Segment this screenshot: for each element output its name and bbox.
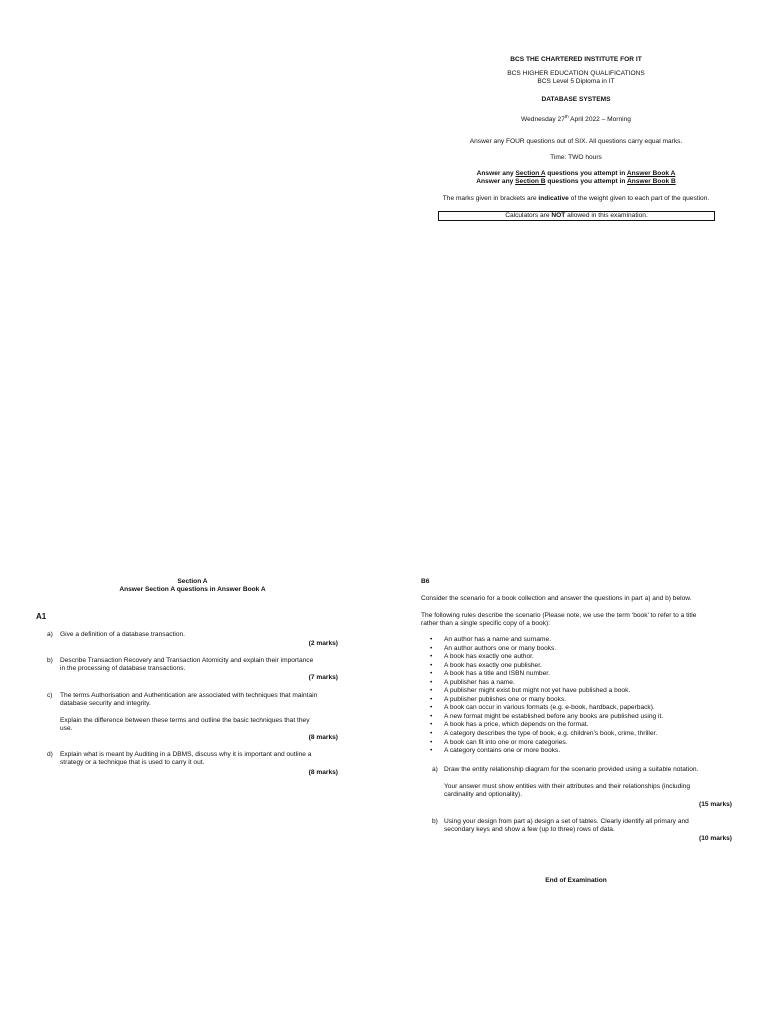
list-item: • A publisher has a name. (425, 679, 663, 688)
part-letter: a) (47, 631, 53, 638)
part-text: Using your design from part a) design a set of tables. Clearly identify all primary and (444, 818, 689, 825)
marks-label: (10 marks) (699, 835, 732, 842)
part-text: Explain what is meant by Auditing in a DBMS, discuss why it is important and outline a (60, 751, 312, 758)
exam-instruction: Answer any FOUR questions out of SIX. All questions carry equal marks. (469, 138, 683, 145)
list-item: • A new format might be established before any books are published using it. (425, 713, 663, 722)
section-a-title: Section A (177, 578, 208, 585)
question-a1-id: A1 (36, 612, 47, 621)
part-text: Describe Transaction Recovery and Transaction Atomicity and explain their importance (60, 657, 314, 664)
list-item: • A category contains one or more books. (425, 747, 663, 756)
section-a-subtitle: Answer Section A questions in Answer Book A (119, 586, 266, 593)
part-text: The terms Authorisation and Authentication are associated with techniques that maintain (60, 692, 318, 699)
list-item: • A book has a price, which depends on the format. (425, 721, 663, 730)
part-text: Draw the entity relationship diagram for the scenario provided using a suitable notation. (444, 766, 699, 773)
list-item: • A book can fit into one or more categories. (425, 739, 663, 748)
section-b-instruction: Answer any Section B questions you attempt in Answer Book B (476, 178, 676, 185)
part-text: in the processing of database transactions. (60, 665, 186, 672)
qualification-line-1: BCS HIGHER EDUCATION QUALIFICATIONS (507, 70, 645, 77)
list-item: • An author has a name and surname. (425, 636, 663, 645)
list-item: • A category describes the type of book, e.g. children’s book, crime, thriller. (425, 730, 663, 739)
section-a-instruction: Answer any Section A questions you attempt in Answer Book A (476, 170, 676, 177)
qualification-line-2: BCS Level 5 Diploma in IT (537, 78, 615, 85)
rules-intro-line-1: The following rules describe the scenario (Please note, we use the term ‘book’ to refer to a title (421, 612, 697, 619)
part-letter: a) (432, 766, 438, 773)
part-letter: d) (47, 751, 53, 758)
part-letter: c) (47, 692, 53, 699)
part-text: Give a definition of a database transaction. (60, 631, 185, 638)
part-text: secondary keys and show a few (up to three) rows of data. (444, 826, 615, 833)
marks-note: The marks given in brackets are indicative of the weight given to each part of the question. (442, 195, 710, 202)
part-text: database security and integrity. (60, 700, 151, 707)
scenario-intro: Consider the scenario for a book collection and answer the questions in part a) and b) below. (421, 595, 692, 602)
section-a-page (30, 575, 345, 795)
part-text: cardinality and optionality). (444, 791, 523, 798)
exam-time: Time: TWO hours (550, 154, 602, 161)
rules-intro-line-2: rather than a single specific copy of a book): (421, 620, 551, 627)
scenario-rules-list (425, 636, 663, 756)
list-item: • A publisher publishes one or many books. (425, 696, 663, 705)
marks-label: (8 marks) (308, 734, 338, 741)
question-b6-id: B6 (421, 578, 430, 585)
list-item: • A book has exactly one publisher. (425, 662, 663, 671)
marks-label: (7 marks) (308, 674, 338, 681)
part-letter: b) (47, 657, 53, 664)
marks-label: (8 marks) (308, 769, 338, 776)
list-item: • A publisher might exist but might not yet have published a book. (425, 687, 663, 696)
part-text: Your answer must show entities with their attributes and their relationships (including (444, 783, 691, 790)
list-item: • A book can occur in various formats (e.g. e-book, hardback, paperback). (425, 704, 663, 713)
part-text: use. (60, 725, 73, 732)
marks-label: (15 marks) (699, 801, 732, 808)
part-letter: b) (432, 818, 438, 825)
institute-title: BCS THE CHARTERED INSTITUTE FOR IT (510, 56, 642, 63)
list-item: • An author authors one or many books. (425, 645, 663, 654)
exam-date: Wednesday 27th April 2022 – Morning (521, 114, 631, 124)
part-text: strategy or a technique that is used to carry it out. (60, 759, 205, 766)
marks-label: (2 marks) (308, 640, 338, 647)
end-of-examination: End of Examination (545, 877, 607, 884)
calculators-notice: Calculators are NOT allowed in this examination. (438, 211, 715, 221)
list-item: • A book has a title and ISBN number. (425, 670, 663, 679)
list-item: • A book has exactly one author. (425, 653, 663, 662)
cover-page (420, 40, 732, 240)
part-text: Explain the difference between these terms and outline the basic techniques that they (60, 717, 310, 724)
section-b-page (420, 575, 732, 895)
exam-subject: DATABASE SYSTEMS (541, 96, 611, 103)
